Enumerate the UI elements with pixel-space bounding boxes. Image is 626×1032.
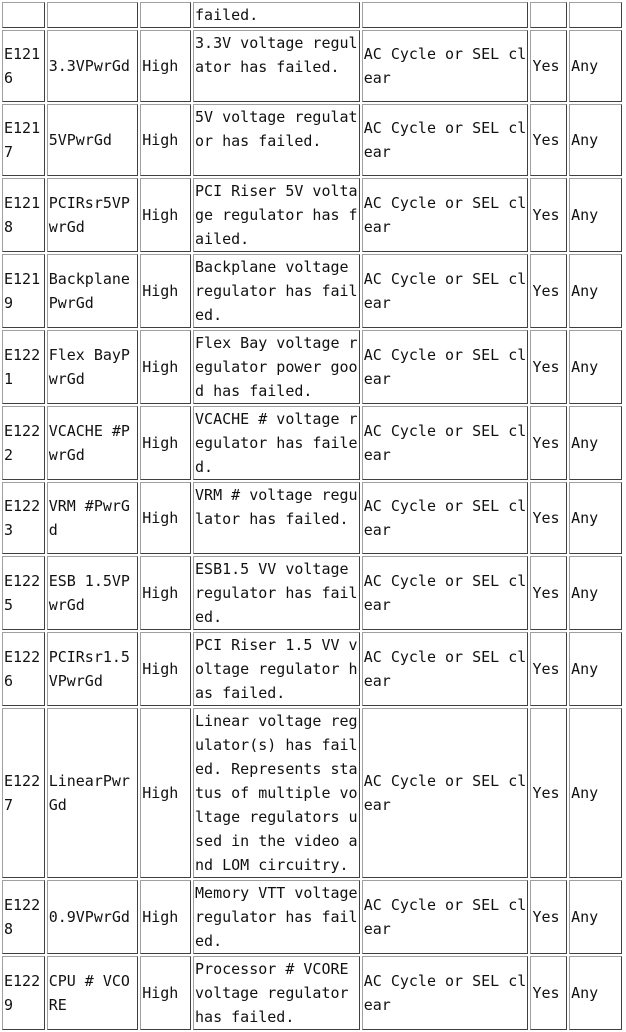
error-code-cell: E1221 xyxy=(2,330,45,404)
system-type-cell: Any xyxy=(569,254,622,328)
error-code-cell: E1227 xyxy=(2,708,45,878)
table-row xyxy=(2,254,622,328)
sensor-name-cell: 3.3VPwrGd xyxy=(47,30,139,102)
description-cell: PCI Riser 1.5 VV voltage regulator has failed. xyxy=(193,632,360,706)
description-cell: Backplane voltage regulator has failed. xyxy=(193,254,360,328)
severity-cell: High xyxy=(140,178,191,252)
error-code-cell: E1228 xyxy=(2,880,45,954)
system-type-cell: Any xyxy=(569,406,622,480)
sensor-name-cell: PCIRsr1.5VPwrGd xyxy=(47,632,139,706)
clear-action-cell xyxy=(362,2,529,28)
severity-cell: High xyxy=(140,254,191,328)
sensor-name-cell: 5VPwrGd xyxy=(47,104,139,176)
clear-action-cell: AC Cycle or SEL clear xyxy=(362,30,529,102)
system-type-cell: Any xyxy=(569,880,622,954)
clear-action-cell: AC Cycle or SEL clear xyxy=(362,708,529,878)
description-cell: VCACHE # voltage regulator has failed. xyxy=(193,406,360,480)
clear-action-cell: AC Cycle or SEL clear xyxy=(362,178,529,252)
severity-cell: High xyxy=(140,482,191,554)
clear-action-cell: AC Cycle or SEL clear xyxy=(362,254,529,328)
error-code-cell: E1226 xyxy=(2,632,45,706)
sensor-name-cell: CPU # VCORE xyxy=(47,956,139,1030)
alert-cell: Yes xyxy=(530,632,567,706)
severity-cell: High xyxy=(140,104,191,176)
severity-cell: High xyxy=(140,880,191,954)
clear-action-cell: AC Cycle or SEL clear xyxy=(362,330,529,404)
system-type-cell: Any xyxy=(569,956,622,1030)
table-row xyxy=(2,330,622,404)
description-cell: Flex Bay voltage regulator power good has failed. xyxy=(193,330,360,404)
alert-cell: Yes xyxy=(530,406,567,480)
sensor-name-cell: VCACHE #PwrGd xyxy=(47,406,139,480)
alert-cell xyxy=(530,2,567,28)
error-code-cell: E1222 xyxy=(2,406,45,480)
description-cell: Memory VTT voltage regulator has failed. xyxy=(193,880,360,954)
clear-action-cell: AC Cycle or SEL clear xyxy=(362,104,529,176)
table-row xyxy=(2,30,622,102)
severity-cell: High xyxy=(140,632,191,706)
error-code-cell: E1218 xyxy=(2,178,45,252)
sensor-name-cell: 0.9VPwrGd xyxy=(47,880,139,954)
description-cell: 3.3V voltage regulator has failed. xyxy=(193,30,360,102)
severity-cell: High xyxy=(140,556,191,630)
sensor-name-cell: PCIRsr5VPwrGd xyxy=(47,178,139,252)
severity-cell xyxy=(140,2,191,28)
description-cell: failed. xyxy=(193,2,360,28)
clear-action-cell: AC Cycle or SEL clear xyxy=(362,556,529,630)
table-row xyxy=(2,178,622,252)
table-body xyxy=(2,2,622,1030)
severity-cell: High xyxy=(140,30,191,102)
error-code-cell xyxy=(2,2,45,28)
clear-action-cell: AC Cycle or SEL clear xyxy=(362,482,529,554)
system-type-cell: Any xyxy=(569,104,622,176)
sensor-name-cell: VRM #PwrGd xyxy=(47,482,139,554)
alert-cell: Yes xyxy=(530,330,567,404)
table-row xyxy=(2,2,622,28)
system-type-cell xyxy=(569,2,622,28)
alert-cell: Yes xyxy=(530,880,567,954)
sensor-name-cell: ESB 1.5VPwrGd xyxy=(47,556,139,630)
error-code-cell: E1223 xyxy=(2,482,45,554)
table-row xyxy=(2,556,622,630)
table-row xyxy=(2,482,622,554)
system-type-cell: Any xyxy=(569,482,622,554)
error-code-cell: E1219 xyxy=(2,254,45,328)
sensor-name-cell: BackplanePwrGd xyxy=(47,254,139,328)
clear-action-cell: AC Cycle or SEL clear xyxy=(362,406,529,480)
alert-cell: Yes xyxy=(530,556,567,630)
alert-cell: Yes xyxy=(530,956,567,1030)
description-cell: Processor # VCORE voltage regulator has failed. xyxy=(193,956,360,1030)
table-row xyxy=(2,956,622,1030)
severity-cell: High xyxy=(140,406,191,480)
severity-cell: High xyxy=(140,330,191,404)
table-row xyxy=(2,708,622,878)
table-row xyxy=(2,632,622,706)
sensor-name-cell: LinearPwrGd xyxy=(47,708,139,878)
table-row xyxy=(2,104,622,176)
error-code-cell: E1216 xyxy=(2,30,45,102)
clear-action-cell: AC Cycle or SEL clear xyxy=(362,956,529,1030)
clear-action-cell: AC Cycle or SEL clear xyxy=(362,632,529,706)
alert-cell: Yes xyxy=(530,104,567,176)
error-code-cell: E1225 xyxy=(2,556,45,630)
description-cell: ESB1.5 VV voltage regulator has failed. xyxy=(193,556,360,630)
description-cell: 5V voltage regulator has failed. xyxy=(193,104,360,176)
alert-cell: Yes xyxy=(530,178,567,252)
table-row xyxy=(2,406,622,480)
alert-cell: Yes xyxy=(530,482,567,554)
system-type-cell: Any xyxy=(569,708,622,878)
description-cell: Linear voltage regulator(s) has failed. Represents status of multiple voltage regulators used in the video and LOM circuitry. xyxy=(193,708,360,878)
system-type-cell: Any xyxy=(569,30,622,102)
clear-action-cell: AC Cycle or SEL clear xyxy=(362,880,529,954)
sensor-name-cell xyxy=(47,2,139,28)
alert-cell: Yes xyxy=(530,708,567,878)
sensor-name-cell: Flex BayPwrGd xyxy=(47,330,139,404)
system-type-cell: Any xyxy=(569,632,622,706)
system-type-cell: Any xyxy=(569,178,622,252)
description-cell: PCI Riser 5V voltage regulator has failed. xyxy=(193,178,360,252)
system-type-cell: Any xyxy=(569,330,622,404)
error-code-cell: E1229 xyxy=(2,956,45,1030)
alert-cell: Yes xyxy=(530,254,567,328)
description-cell: VRM # voltage regulator has failed. xyxy=(193,482,360,554)
error-code-cell: E1217 xyxy=(2,104,45,176)
table-row xyxy=(2,880,622,954)
severity-cell: High xyxy=(140,708,191,878)
system-type-cell: Any xyxy=(569,556,622,630)
alert-cell: Yes xyxy=(530,30,567,102)
severity-cell: High xyxy=(140,956,191,1030)
